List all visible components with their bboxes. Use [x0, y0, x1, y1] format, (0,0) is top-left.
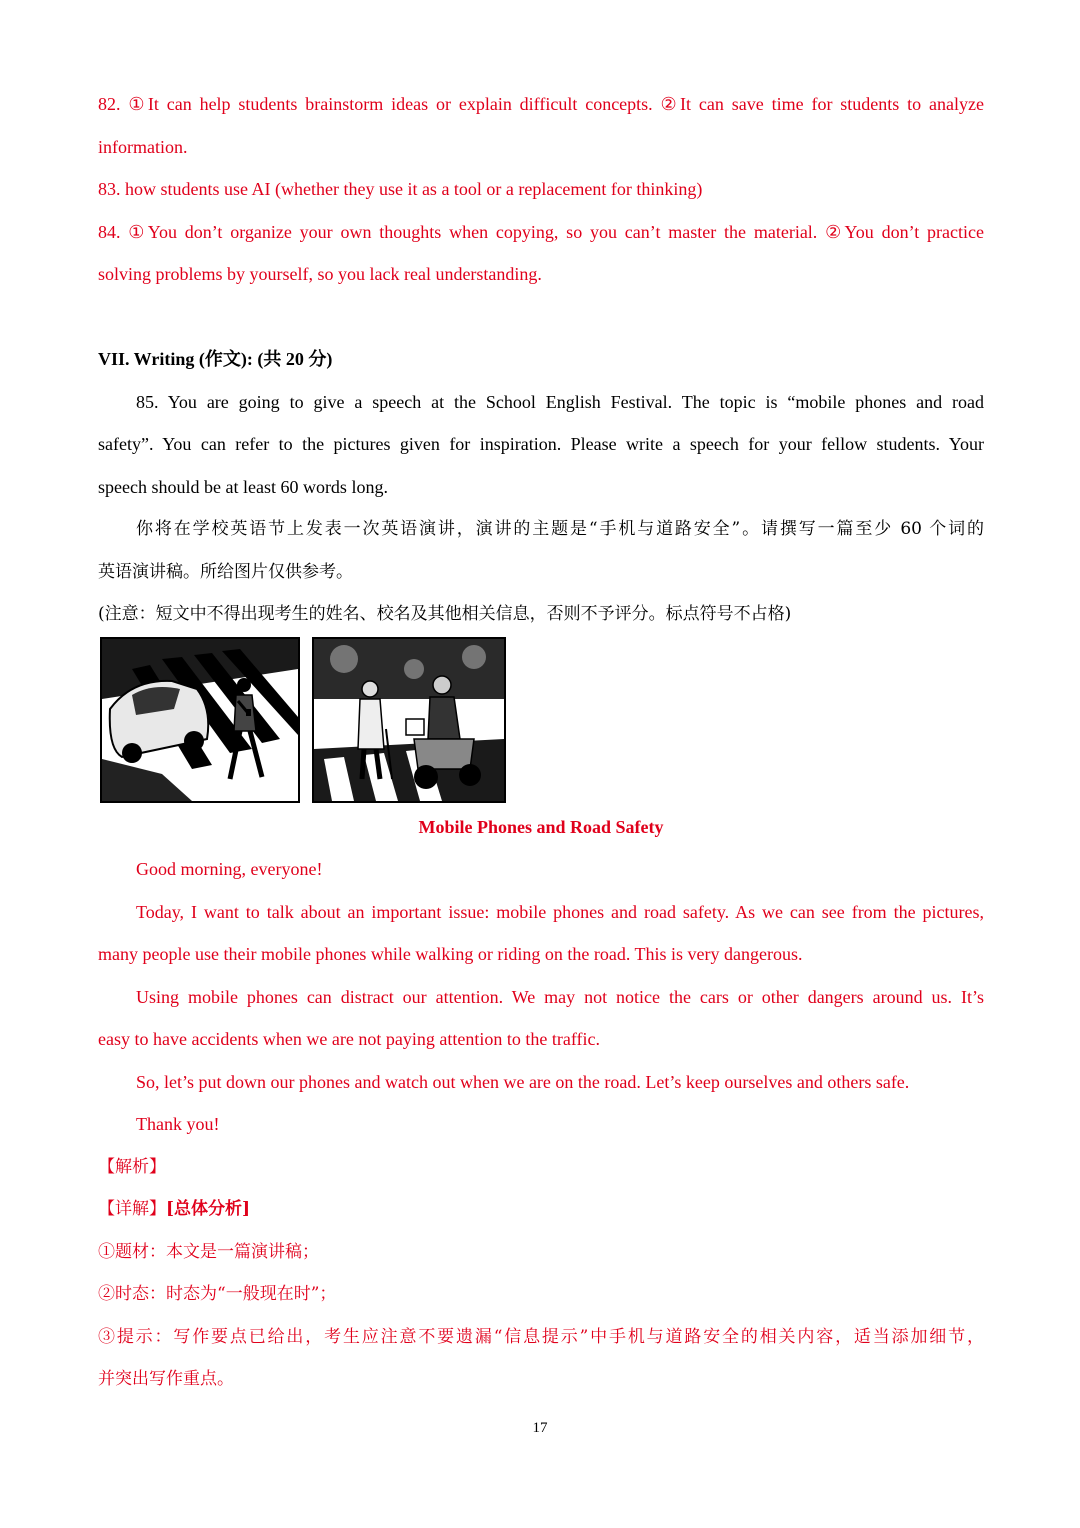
answer-84-line-2: solving problems by yourself, so you lack real understanding.: [98, 264, 542, 284]
scooter-phone-illustration: [312, 637, 506, 803]
question-85-line-2: safety”. You can refer to the pictures given for inspiration. Please write a speech for your fellow students. Your: [98, 434, 984, 454]
essay-paragraph-1-line-1: Today, I want to talk about an important issue: mobile phones and road safety. As we can see from the pictures,: [136, 902, 984, 922]
illustrations: [100, 637, 510, 803]
answer-82-line-1: 82. ①It can help students brainstorm ideas or explain difficult concepts. ②It can save time for students to analyze: [98, 94, 984, 114]
essay-title: Mobile Phones and Road Safety: [418, 817, 664, 837]
question-85-line-3: speech should be at least 60 words long.: [98, 477, 388, 497]
essay-paragraph-3: So, let’s put down our phones and watch out when we are on the road. Let’s keep ourselves and others safe.: [136, 1072, 910, 1092]
pedestrian-phone-illustration: [100, 637, 300, 803]
analysis-item-2: ②时态：时态为“一般现在时”；: [98, 1284, 337, 1304]
essay-paragraph-2-line-2: easy to have accidents when we are not paying attention to the traffic.: [98, 1029, 600, 1049]
analysis-detail-label: 【详解】: [98, 1199, 166, 1219]
page-number: 17: [532, 1420, 548, 1436]
analysis-item-3-line-1: ③提示：写作要点已给出，考生应注意不要遗漏“信息提示”中手机与道路安全的相关内容，适当添加细节，: [98, 1327, 984, 1347]
essay-closing: Thank you!: [136, 1114, 220, 1134]
question-85-line-1: 85. You are going to give a speech at the School English Festival. The topic is “mobile phones and road: [136, 392, 984, 412]
essay-greeting: Good morning, everyone!: [136, 859, 323, 879]
answer-83: 83. how students use AI (whether they use it as a tool or a replacement for thinking): [98, 179, 703, 199]
answer-84-line-1: 84. ①You don’t organize your own thoughts when copying, so you can’t master the material. ②You don’t practice: [98, 222, 984, 242]
chinese-instruction-line-2: 英语演讲稿。所给图片仅供参考。: [98, 562, 353, 582]
answer-82-line-2: information.: [98, 137, 188, 157]
analysis-label: 【解析】: [98, 1157, 166, 1177]
analysis-detail-line: [98, 1197, 984, 1221]
analysis-item-1: ①题材：本文是一篇演讲稿；: [98, 1242, 319, 1262]
writing-heading: VII. Writing (作文): (共 20 分): [98, 349, 333, 369]
essay-paragraph-1-line-2: many people use their mobile phones while walking or riding on the road. This is very dangerous.: [98, 944, 803, 964]
essay-paragraph-2-line-1: Using mobile phones can distract our attention. We may not notice the cars or other dangers around us. It’s: [136, 987, 984, 1007]
analysis-item-3-line-2: 并突出写作重点。: [98, 1369, 234, 1389]
chinese-note: (注意：短文中不得出现考生的姓名、校名及其他相关信息，否则不予评分。标点符号不占格): [98, 604, 792, 624]
chinese-instruction-line-1: 你将在学校英语节上发表一次英语演讲，演讲的主题是“手机与道路安全”。请撰写一篇至少 60 个词的: [136, 519, 984, 539]
analysis-detail-title: [总体分析]: [166, 1199, 251, 1219]
